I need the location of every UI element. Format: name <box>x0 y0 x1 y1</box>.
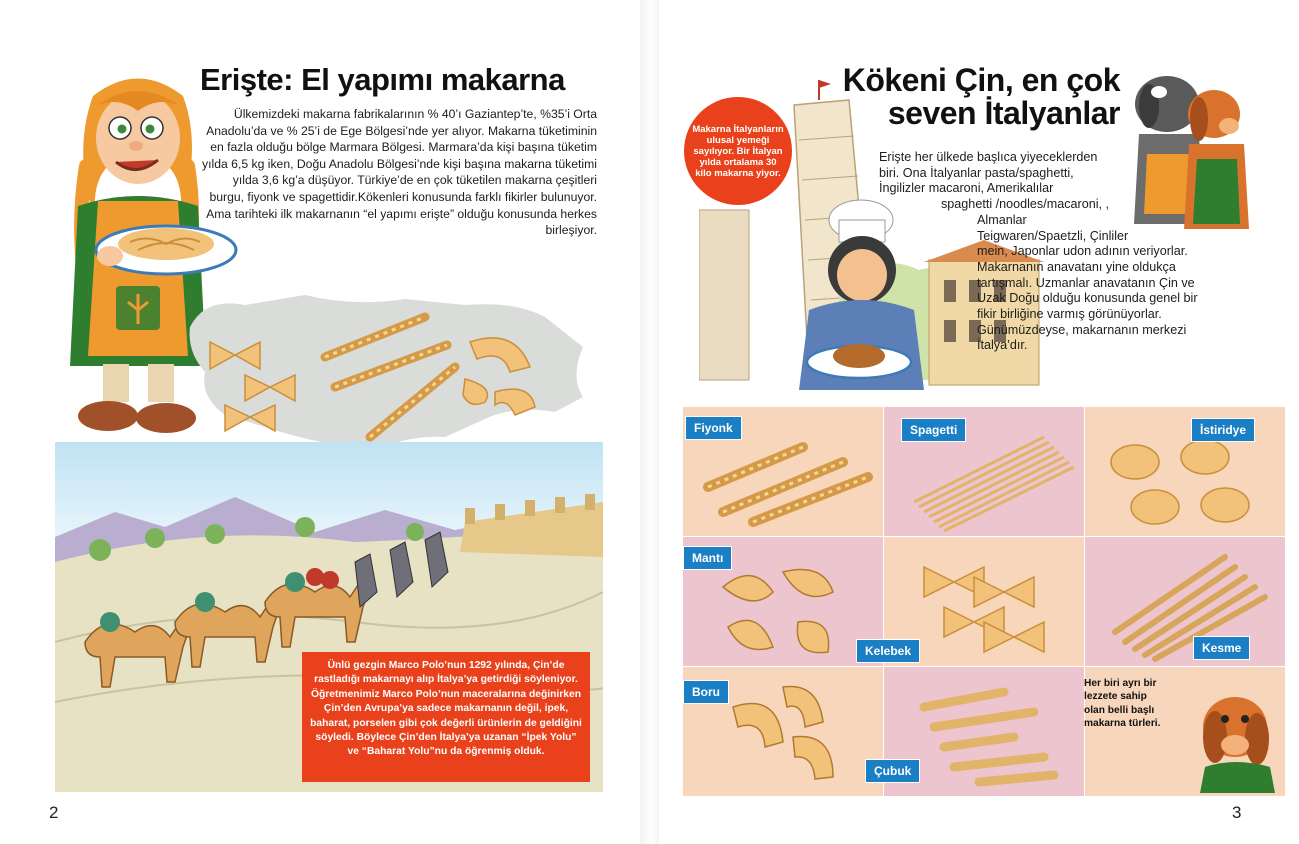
book-gutter <box>640 0 659 844</box>
body-line: Makarnanın anavatanı yine oldukça <box>977 259 1176 274</box>
label-spagetti: Spagetti <box>901 418 966 442</box>
body-line: tartışmalı. Uzmanlar anavatanın Çin ve <box>977 275 1195 290</box>
right-page-body-text <box>879 150 1198 354</box>
pasta-types-note: Her biri ayrı bir lezzete sahip olan belli başlı makarna türleri. <box>1084 678 1161 729</box>
body-line: İtalya’dır. <box>977 338 1028 353</box>
left-page-title: Erişte: El yapımı makarna <box>200 62 565 97</box>
fact-badge: Makarna İtalyanların ulusal yemeği sayılıyor. Bir İtalyan yılda ortalama 30 kilo makarna yiyor. <box>684 97 792 205</box>
body-line: biri. Ona İtalyanlar pasta/spaghetti, <box>879 165 1074 180</box>
turkey-map-illustration <box>185 287 585 467</box>
pasta-cell-kesme <box>1085 537 1285 666</box>
right-page-number: 3 <box>1232 803 1242 822</box>
body-line: fikir birliğine varmış görünüyorlar. <box>977 307 1162 322</box>
label-manti: Mantı <box>683 546 732 570</box>
body-line: Günümüzdeyse, makarnanın merkezi <box>977 322 1187 337</box>
kesme-pasta-illustration <box>1085 537 1285 666</box>
body-line: Teigwaren/Spaetzli, Çinliler <box>977 228 1129 243</box>
label-istiridye: İstiridye <box>1191 418 1255 442</box>
label-kesme: Kesme <box>1193 636 1250 660</box>
label-kelebek: Kelebek <box>856 639 920 663</box>
label-cubuk: Çubuk <box>865 759 920 783</box>
right-title-line2: seven İtalyanlar <box>887 95 1120 131</box>
right-page-title <box>820 64 1120 130</box>
body-line: Erişte her ülkede başlıca yiyeceklerden <box>879 150 1098 164</box>
body-line: Uzak Doğu olduğu konusunda genel bir <box>977 291 1198 306</box>
pasta-types-grid <box>683 407 1285 793</box>
left-page-number: 2 <box>49 803 59 822</box>
marco-polo-caption: Ünlü gezgin Marco Polo’nun 1292 yılında, Çin’de rastladığı makarnayı alıp İtalya’ya getirdiği söyleniyor. Öğretmenimiz Marco Polo’nun maceralarına değinirken Çin’den Avrupa’ya sadece makarnanın değil, ipek, baharat, porselen gibi çok değerli ürünlerin de geldiğini söyledi. Böylece Çin’den İtalya’ya uzanan “İpek Yolu” ve “Baharat Yolu”nu da öğrenmiş olduk. <box>302 652 590 782</box>
body-line: İngilizler macaroni, Amerikalılar <box>879 181 1054 196</box>
label-boru: Boru <box>683 680 729 704</box>
body-line: spaghetti /noodles/macaroni, , <box>941 197 1110 212</box>
right-page <box>659 0 1299 844</box>
body-line: Almanlar <box>977 212 1027 227</box>
left-page <box>0 0 640 844</box>
right-title-line1: Kökeni Çin, en çok <box>842 62 1120 98</box>
body-line: mein, Japonlar udon adının veriyorlar. <box>977 244 1188 259</box>
label-fiyonk: Fiyonk <box>685 416 742 440</box>
left-page-body-text: Ülkemizdeki makarna fabrikalarının % 40’ı Gaziantep’te, %35’i Orta Anadolu’da ve % 25’i de Ege Bölgesi’nde yer alıyor. Makarna tüketiminin en fazla olduğu bölge Marmara Bölgesi. Marmara’da kişi başına tüketim yılda 6,5 kg iken, Doğu Anadolu Bölgesi’nde kişi başına makarna tüketimi yılda 3,6 kg’a düşüyor. Türkiye’de en çok tüketilen makarna çeşitleri burgu, fiyonk ve spagettidir.Kökenleri konusunda farklı fikirler bulunuyor. Ama tarihteki ilk makarnanın “el yapımı erişte” olduğu konusunda herkes birleşiyor. <box>202 107 597 238</box>
